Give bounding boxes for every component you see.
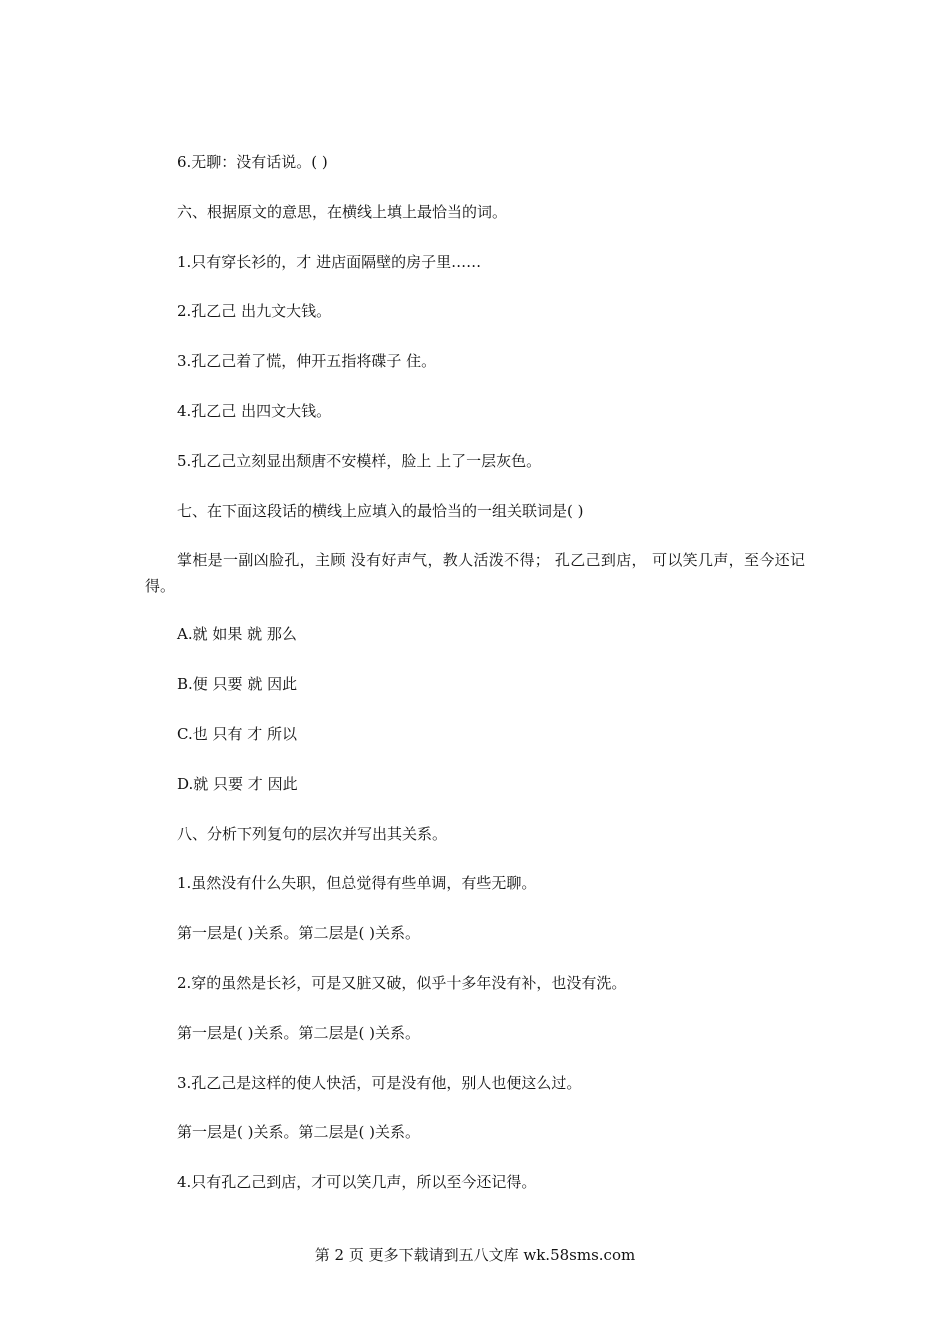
- option-c: C.也 只有 才 所以: [177, 725, 298, 743]
- fill-item-3: 3.孔乙己着了慌，伸开五指将碟子 住。: [177, 352, 437, 370]
- fill-item-2: 2.孔乙己 出九文大钱。: [177, 302, 332, 320]
- analysis-answer-2: 第一层是( )关系。第二层是( )关系。: [177, 1024, 420, 1042]
- option-b: B.便 只要 就 因此: [177, 675, 298, 693]
- analysis-item-1: 1.虽然没有什么失职，但总觉得有些单调，有些无聊。: [177, 874, 537, 892]
- option-d: D.就 只要 才 因此: [177, 775, 298, 793]
- analysis-answer-3: 第一层是( )关系。第二层是( )关系。: [177, 1123, 420, 1141]
- fill-item-4: 4.孔乙己 出四文大钱。: [177, 402, 332, 420]
- question-6-item: 6.无聊：没有话说。( ): [177, 153, 328, 171]
- analysis-item-3: 3.孔乙己是这样的使人快活，可是没有他，别人也便这么过。: [177, 1074, 582, 1092]
- analysis-item-4: 4.只有孔乙己到店，才可以笑几声，所以至今还记得。: [177, 1173, 537, 1191]
- analysis-item-2: 2.穿的虽然是长衫，可是又脏又破，似乎十多年没有补，也没有洗。: [177, 974, 627, 992]
- page-footer: 第 2 页 更多下载请到五八文库 wk.58sms.com: [314, 1246, 636, 1264]
- fill-item-5: 5.孔乙己立刻显出颓唐不安模样，脸上 上了一层灰色。: [177, 452, 542, 470]
- section-6-heading: 六、根据原文的意思，在横线上填上最恰当的词。: [177, 203, 508, 221]
- analysis-answer-1: 第一层是( )关系。第二层是( )关系。: [177, 924, 420, 942]
- section-8-heading: 八、分析下列复句的层次并写出其关系。: [177, 825, 448, 843]
- fill-item-1: 1.只有穿长衫的，才 进店面隔壁的房子里……: [177, 253, 482, 271]
- option-a: A.就 如果 就 那么: [177, 625, 297, 643]
- section-7-heading: 七、在下面这段话的横线上应填入的最恰当的一组关联词是( ): [177, 502, 584, 520]
- section-7-passage: 掌柜是一副凶脸孔，主顾 没有好声气，教人活泼不得； 孔乙己到店， 可以笑几声，至今还记得。: [145, 551, 805, 595]
